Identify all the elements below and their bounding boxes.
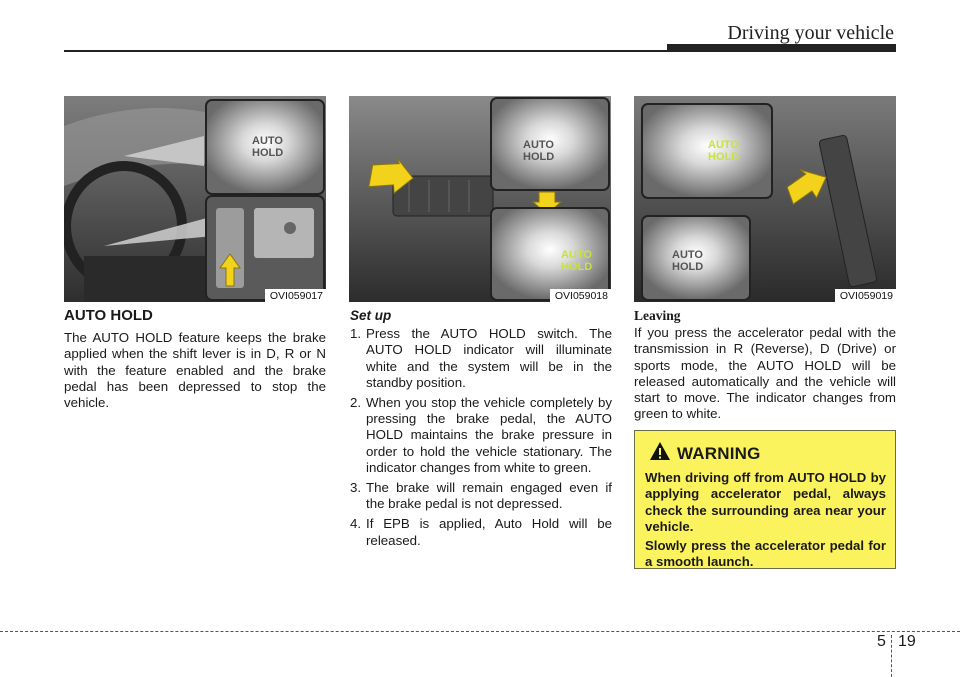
setup-steps xyxy=(350,326,612,549)
list-item xyxy=(350,395,612,476)
figure2-bottom-label-auto: AUTO xyxy=(561,249,592,261)
step-text: When you stop the vehicle completely by pressing the brake pedal, the AUTO HOLD maintains the brake pressure in order to hold the vehicle stationary. The indicator changes from white to green. xyxy=(366,395,612,475)
figure-auto-hold-switch xyxy=(64,96,326,302)
warning-header xyxy=(649,441,886,466)
figure2-bottom-label-hold: HOLD xyxy=(561,261,593,273)
warning-paragraph: When driving off from AUTO HOLD by applying accelerator pedal, always check the surrounding area near your vehicle. xyxy=(645,470,886,534)
step-number: 1. xyxy=(350,326,362,342)
auto-hold-heading: AUTO HOLD xyxy=(64,307,153,324)
list-item xyxy=(350,516,612,548)
page-number: 19 xyxy=(898,633,916,650)
figure-brake-pedal xyxy=(349,96,611,302)
header-title: Driving your vehicle xyxy=(727,22,894,44)
figure1-label-auto: AUTO xyxy=(252,135,283,147)
figure3-bottom-label-hold: HOLD xyxy=(672,261,704,273)
page-number-separator xyxy=(891,635,892,677)
auto-hold-section xyxy=(64,308,326,411)
footer-rule xyxy=(0,631,960,632)
leaving-section xyxy=(634,308,896,422)
list-item xyxy=(350,480,612,512)
warning-paragraph: Slowly press the accelerator pedal for a smooth launch. xyxy=(645,538,886,570)
step-number: 3. xyxy=(350,480,362,496)
figure3-top-label-hold: HOLD xyxy=(708,151,740,163)
warning-triangle-icon xyxy=(649,441,671,466)
auto-hold-body: The AUTO HOLD feature keeps the brake applied when the shift lever is in D, R or N with the feature enabled and the brake pedal has been depressed to stop the vehicle. xyxy=(64,330,326,411)
step-text: If EPB is applied, Auto Hold will be released. xyxy=(366,516,612,548)
warning-box xyxy=(634,430,896,569)
step-number: 4. xyxy=(350,516,362,532)
figure2-top-label-hold: HOLD xyxy=(523,151,555,163)
step-number: 2. xyxy=(350,395,362,411)
figure-caption: OVI059019 xyxy=(835,289,896,302)
figure-caption: OVI059017 xyxy=(265,289,326,302)
figure3-top-label-auto: AUTO xyxy=(708,139,739,151)
leaving-heading: Leaving xyxy=(634,308,681,323)
step-text: The brake will remain engaged even if the brake pedal is not depressed. xyxy=(366,480,612,512)
chapter-number: 5 xyxy=(877,633,886,650)
figure1-label-hold: HOLD xyxy=(252,147,284,159)
figure3-bottom-label-auto: AUTO xyxy=(672,249,703,261)
figure2-top-label-auto: AUTO xyxy=(523,139,554,151)
step-text: Press the AUTO HOLD switch. The AUTO HOLD indicator will illuminate white and the system will be in the standby position. xyxy=(366,326,612,390)
figure-caption: OVI059018 xyxy=(550,289,611,302)
setup-heading: Set up xyxy=(350,308,392,323)
leaving-body: If you press the accelerator pedal with the transmission in R (Reverse), D (Drive) or sports mode, the AUTO HOLD will be released automatically and the vehicle will start to move. The indicator changes from green to white. xyxy=(634,325,896,422)
figure-accelerator-pedal xyxy=(634,96,896,302)
list-item xyxy=(350,326,612,391)
header-rule xyxy=(64,50,667,52)
warning-title: WARNING xyxy=(677,443,761,463)
setup-section xyxy=(350,308,612,553)
header-rule-thick xyxy=(667,44,896,52)
